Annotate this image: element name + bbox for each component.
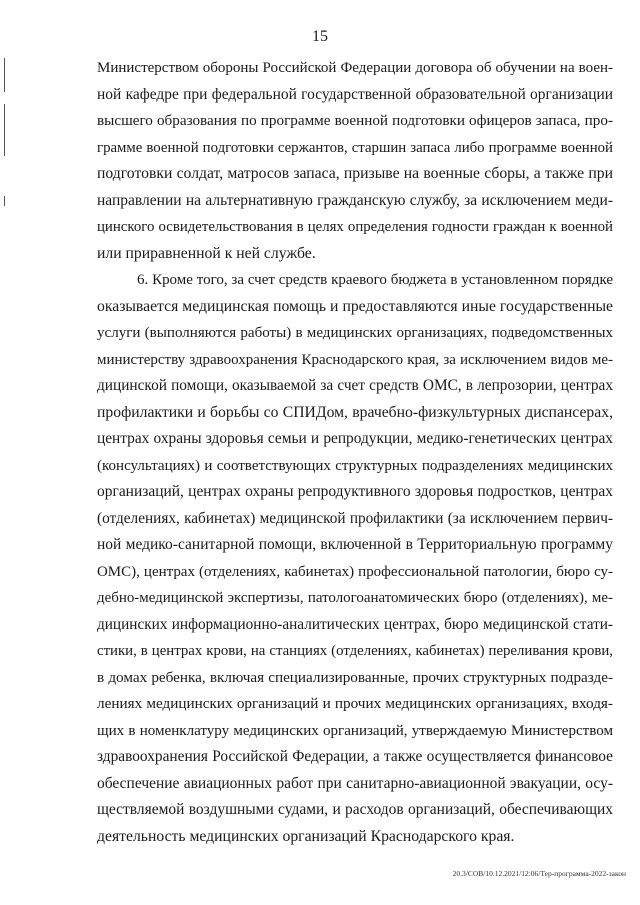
footer-document-code: 20.3/СОВ/10.12.2021/12:06/Тер-программа-2022-закон xyxy=(452,869,626,878)
text-line: Министерством обороны Российской Федерации договора об обучении на воен- xyxy=(97,60,613,76)
text-line: здравоохранения Российской Федерации, а также осуществляется финансовое xyxy=(97,748,613,765)
text-line: лениях медицинских организаций и прочих медицинских организациях, входя- xyxy=(97,695,613,712)
text-line: профилактики и борьбы со СПИДом, врачебно-физкультурных диспансерах, xyxy=(97,403,613,421)
text-line: оказывается медицинская помощь и предоставляются иные государственные xyxy=(97,297,613,315)
text-line: или приравненной к ней службе. xyxy=(97,244,316,262)
text-line: высшего образования по программе военной подготовки офицеров запаса, про- xyxy=(97,112,613,129)
margin-mark-top xyxy=(4,58,5,92)
text-line: ной кафедре при федеральной государственной образовательной организации xyxy=(97,85,613,103)
text-line: направлении на альтернативную гражданскую службу, за исключением меди- xyxy=(97,191,613,209)
text-line: дицинской помощи, оказываемой за счет средств ОМС, в лепрозории, центрах xyxy=(97,377,613,394)
text-line: обеспечение авиационных работ при санитарно-авиационной эвакуации, осу- xyxy=(97,774,613,792)
text-line: подготовки солдат, матросов запаса, призыве на военные сборы, а также при xyxy=(97,165,613,182)
margin-mark-middle xyxy=(4,104,5,156)
text-line: центрах охраны здоровья семьи и репродукции, медико-генетических центрах xyxy=(97,430,613,447)
text-line: услуги (выполняются работы) в медицинских организациях, подведомственных xyxy=(97,325,613,341)
margin-mark-bottom xyxy=(4,196,5,206)
text-line: в домах ребенка, включая специализированные, прочих структурных подразде- xyxy=(97,668,613,686)
page-number: 15 xyxy=(312,28,328,45)
text-line: деятельность медицинских организаций Краснодарского края. xyxy=(97,827,515,845)
text-line: стики, в центрах крови, на станциях (отделениях, кабинетах) переливания крови, xyxy=(97,643,613,659)
text-line: ществляемой воздушными судами, и расходов организаций, обеспечивающих xyxy=(97,801,613,818)
text-line: цинского освидетельствования в целях определения годности граждан к военной xyxy=(97,219,613,235)
text-line: дицинских информационно-аналитических центрах, бюро медицинской стати- xyxy=(97,615,613,633)
document-body xyxy=(97,55,613,850)
text-line: (отделениях, кабинетах) медицинской профилактики (за исключением первич- xyxy=(97,509,613,527)
text-line: министерству здравоохранения Краснодарского края, за исключением видов ме- xyxy=(97,351,613,368)
paragraph-item-6 xyxy=(97,267,613,850)
text-line: щих в номенклатуру медицинских организаций, утверждаемую Министерством xyxy=(97,722,613,739)
text-line: грамме военной подготовки сержантов, старшин запаса либо программе военной xyxy=(97,139,613,156)
text-line: ОМС), центрах (отделениях, кабинетах) профессиональной патологии, бюро су- xyxy=(97,563,613,580)
text-line: 6. Кроме того, за счет средств краевого бюджета в установленном порядке xyxy=(137,272,613,288)
text-line: организаций, центрах охраны репродуктивного здоровья подростков, центрах xyxy=(97,483,613,500)
text-line: (консультациях) и соответствующих структурных подразделениях медицинских xyxy=(97,457,613,474)
paragraph-continuation xyxy=(97,55,613,267)
text-line: дебно-медицинской экспертизы, патологоанатомических бюро (отделениях), ме- xyxy=(97,590,613,606)
text-line: ной медико-санитарной помощи, включенной в Территориальную программу xyxy=(97,536,613,553)
